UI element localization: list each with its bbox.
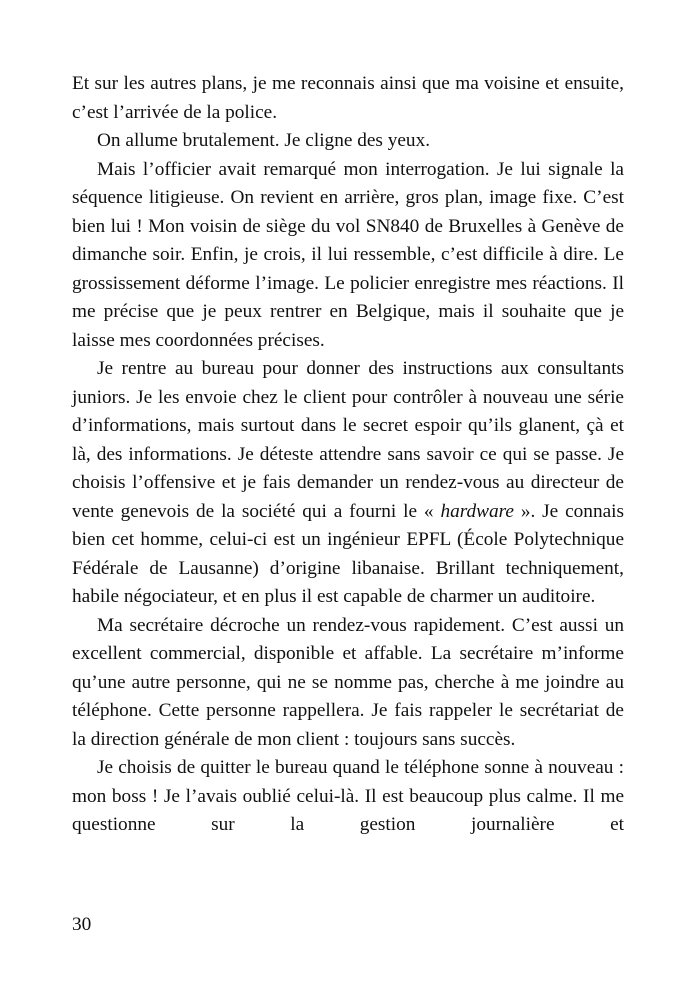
paragraph-4-italic-term: hardware	[440, 500, 514, 522]
paragraph-4-text-before: Je rentre au bureau pour donner des instructions aux consultants juniors. Je les envoie chez le client pour contrôler à nouveau une série d’informations, mais surtout dans le secret espoir qu’ils glanent, çà et là, des informations. Je déteste attendre sans savoir ce qui se passe. Je choisis l’offensive et je fais demander un rendez-vous au directeur de vente genevois de la société qui a fourni le «	[72, 358, 624, 522]
paragraph-1: Et sur les autres plans, je me reconnais ainsi que ma voisine et ensuite, c’est l’arrivée de la police.	[72, 73, 624, 123]
paragraph-4	[72, 355, 624, 612]
paragraph-5: Ma secrétaire décroche un rendez-vous rapidement. C’est aussi un excellent commercial, disponible et affable. La secrétaire m’informe qu’une autre personne, qui ne se nomme pas, cherche à me joindre au téléphone. Cette personne rappellera. Je fais rappeler le secrétariat de la direction générale de mon client : toujours sans succès.	[72, 614, 624, 750]
paragraph-3: Mais l’officier avait remarqué mon interrogation. Je lui signale la séquence litigieuse. On revient en arrière, gros plan, image fixe. C’est bien lui ! Mon voisin de siège du vol SN840 de Bruxelles à Genève de dimanche soir. Enfin, je crois, il lui ressemble, c’est difficile à dire. Le grossissement déforme l’image. Le policier enregistre mes réactions. Il me précise que je peux rentrer en Belgique, mais il souhaite que je laisse mes coordonnées précises.	[72, 158, 624, 351]
paragraph-2: On allume brutalement. Je cligne des yeux.	[97, 130, 431, 151]
paragraph-4-text-after: ». Je connais bien cet homme, celui-ci est un ingénieur EPFL (École Polytechnique Fédérale de Lausanne) d’origine libanaise. Brillant techniquement, habile négociateur, et en plus il est capable de charmer un auditoire.	[72, 500, 625, 607]
paragraph-6: Je choisis de quitter le bureau quand le téléphone sonne à nouveau : mon boss ! Je l’avais oublié celui-là. Il est beaucoup plus calme. Il me questionne sur la gestion journalière et	[72, 757, 624, 835]
page-body	[72, 70, 624, 840]
page-number: 30	[72, 914, 92, 935]
